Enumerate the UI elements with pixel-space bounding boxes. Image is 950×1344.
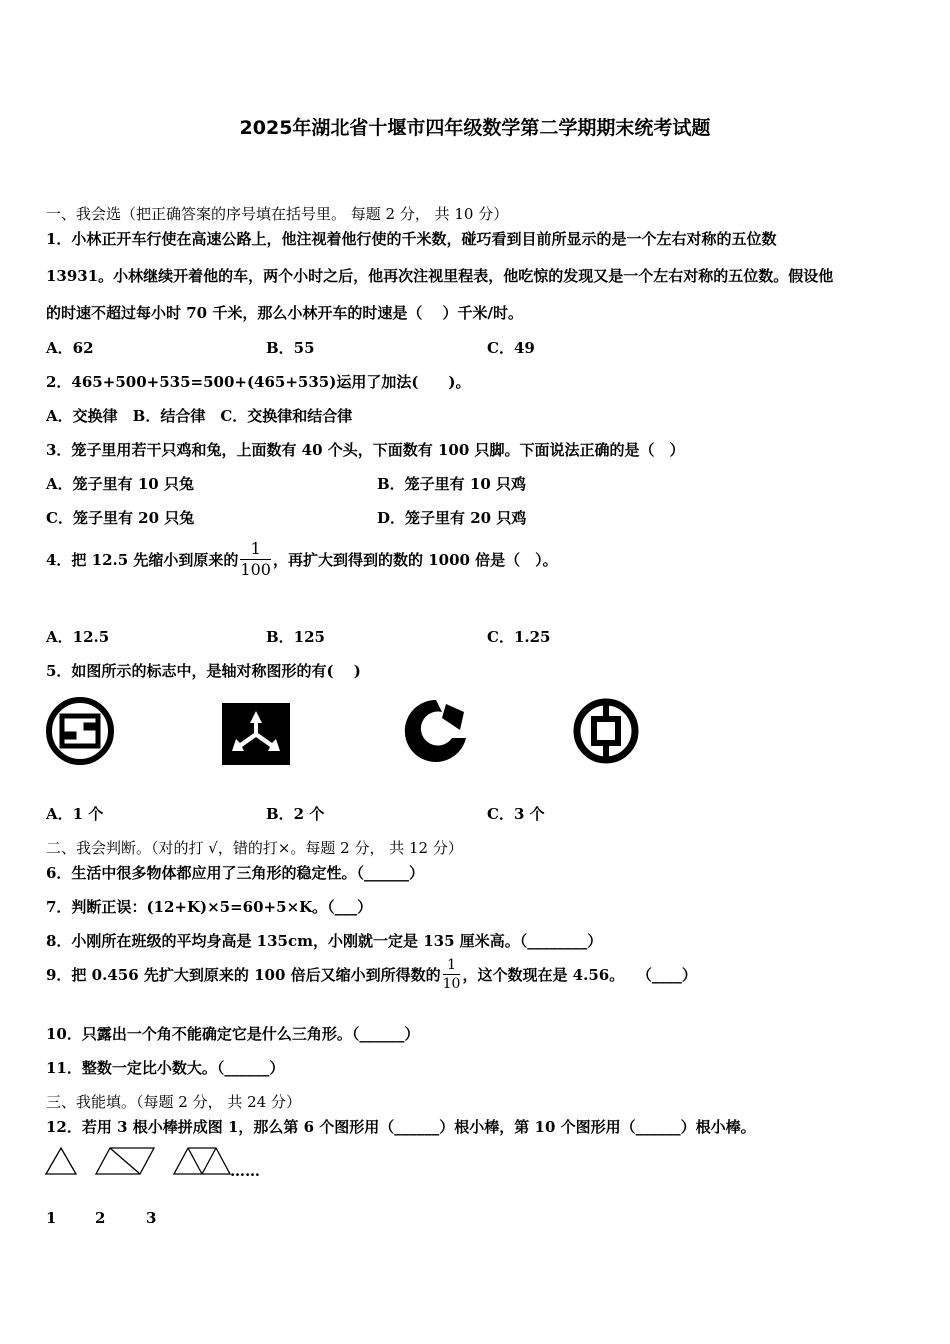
q9-text [46,958,697,991]
figure-label-1: 1 [46,1209,57,1227]
q4-before: 4．把 12.5 先缩小到原来的 [46,551,239,569]
figure-ellipsis: …… [230,1162,260,1180]
triangle-figure-2 [94,1146,156,1176]
figure-label-2: 2 [95,1209,106,1227]
q1-option-a: A．62 [46,339,94,357]
q9-frac-num: 1 [443,958,461,975]
triangle-figure-1 [44,1146,78,1176]
q3-option-c: C．笼子里有 20 只兔 [46,509,195,527]
q10-text: 10．只露出一个角不能确定它是什么三角形。（______） [46,1025,420,1043]
q9-after: ，这个数现在是 4.56。 （____） [462,966,697,984]
q5-text: 5．如图所示的标志中，是轴对称图形的有( ) [46,662,361,680]
page-title: 2025年湖北省十堰市四年级数学第二学期期末统考试题 [239,117,711,139]
ccb-style-logo-icon [222,703,290,765]
q9-fraction [443,958,461,991]
q9-before: 9．把 0.456 先扩大到原来的 100 倍后又缩小到所得数的 [46,966,441,984]
q2-text: 2．465+500+535=500+(465+535)运用了加法( )。 [46,373,471,391]
q5-option-c: C．3 个 [487,805,545,823]
q11-text: 11．整数一定比小数大。（______） [46,1059,285,1077]
q1-line1: 1．小林正开车行使在高速公路上，他注视着他行使的千米数，碰巧看到目前所显示的是一个左右对称的五位数 [46,230,777,248]
q1-line2: 13931。小林继续开着他的车，两个小时之后，他再次注视里程表，他吃惊的发现又是一个左右对称的五位数。假设他 [46,267,834,285]
triangle-figure-3 [172,1146,232,1176]
q3-text: 3．笼子里用若干只鸡和兔，上面数有 40 个头，下面数有 100 只脚。下面说法正确的是（ ） [46,441,685,459]
figure-label-3: 3 [146,1209,157,1227]
q6-text: 6．生活中很多物体都应用了三角形的稳定性。（______） [46,864,424,882]
q3-option-a: A．笼子里有 10 只兔 [46,475,194,493]
construction-bank-logo-icon [402,698,470,764]
q9-frac-den: 10 [442,976,461,992]
q12-text: 12．若用 3 根小棒拼成图 1，那么第 6 个图形用（______）根小棒，第 10 个图形用（______）根小棒。 [46,1118,756,1136]
q4-text [46,541,558,578]
q4-fraction [240,541,271,578]
q4-option-b: B．125 [266,628,325,646]
q1-option-c: C．49 [487,339,535,357]
q5-option-b: B．2 个 [266,805,325,823]
icbc-logo-icon [44,696,118,766]
q4-frac-num: 1 [240,541,271,560]
q1-option-b: B．55 [266,339,315,357]
q4-option-c: C．1.25 [487,628,551,646]
section-2-header: 二、我会判断。（对的打 √，错的打×。每题 2 分， 共 12 分） [46,839,463,857]
q8-text: 8．小刚所在班级的平均身高是 135cm，小刚就一定是 135 厘米高。（________） [46,932,603,950]
section-3-header: 三、我能填。（每题 2 分， 共 24 分） [46,1093,301,1111]
q4-option-a: A．12.5 [46,628,110,646]
q1-line3: 的时速不超过每小时 70 千米，那么小林开车的时速是（ ）千米/时。 [46,304,524,322]
q2-options: A．交换律 B．结合律 C．交换律和结合律 [46,407,353,425]
q3-option-b: B．笼子里有 10 只鸡 [377,475,526,493]
q4-after: ，再扩大到得到的数的 1000 倍是（ ）。 [272,551,558,569]
q4-frac-den: 100 [240,560,271,579]
q7-text: 7．判断正误：(12+K)×5=60+5×K。（___） [46,898,373,916]
q3-option-d: D．笼子里有 20 只鸡 [377,509,527,527]
q5-option-a: A．1 个 [46,805,104,823]
section-1-header: 一、我会选（把正确答案的序号填在括号里。 每题 2 分， 共 10 分） [46,205,509,223]
bank-of-china-logo-icon [572,697,642,765]
